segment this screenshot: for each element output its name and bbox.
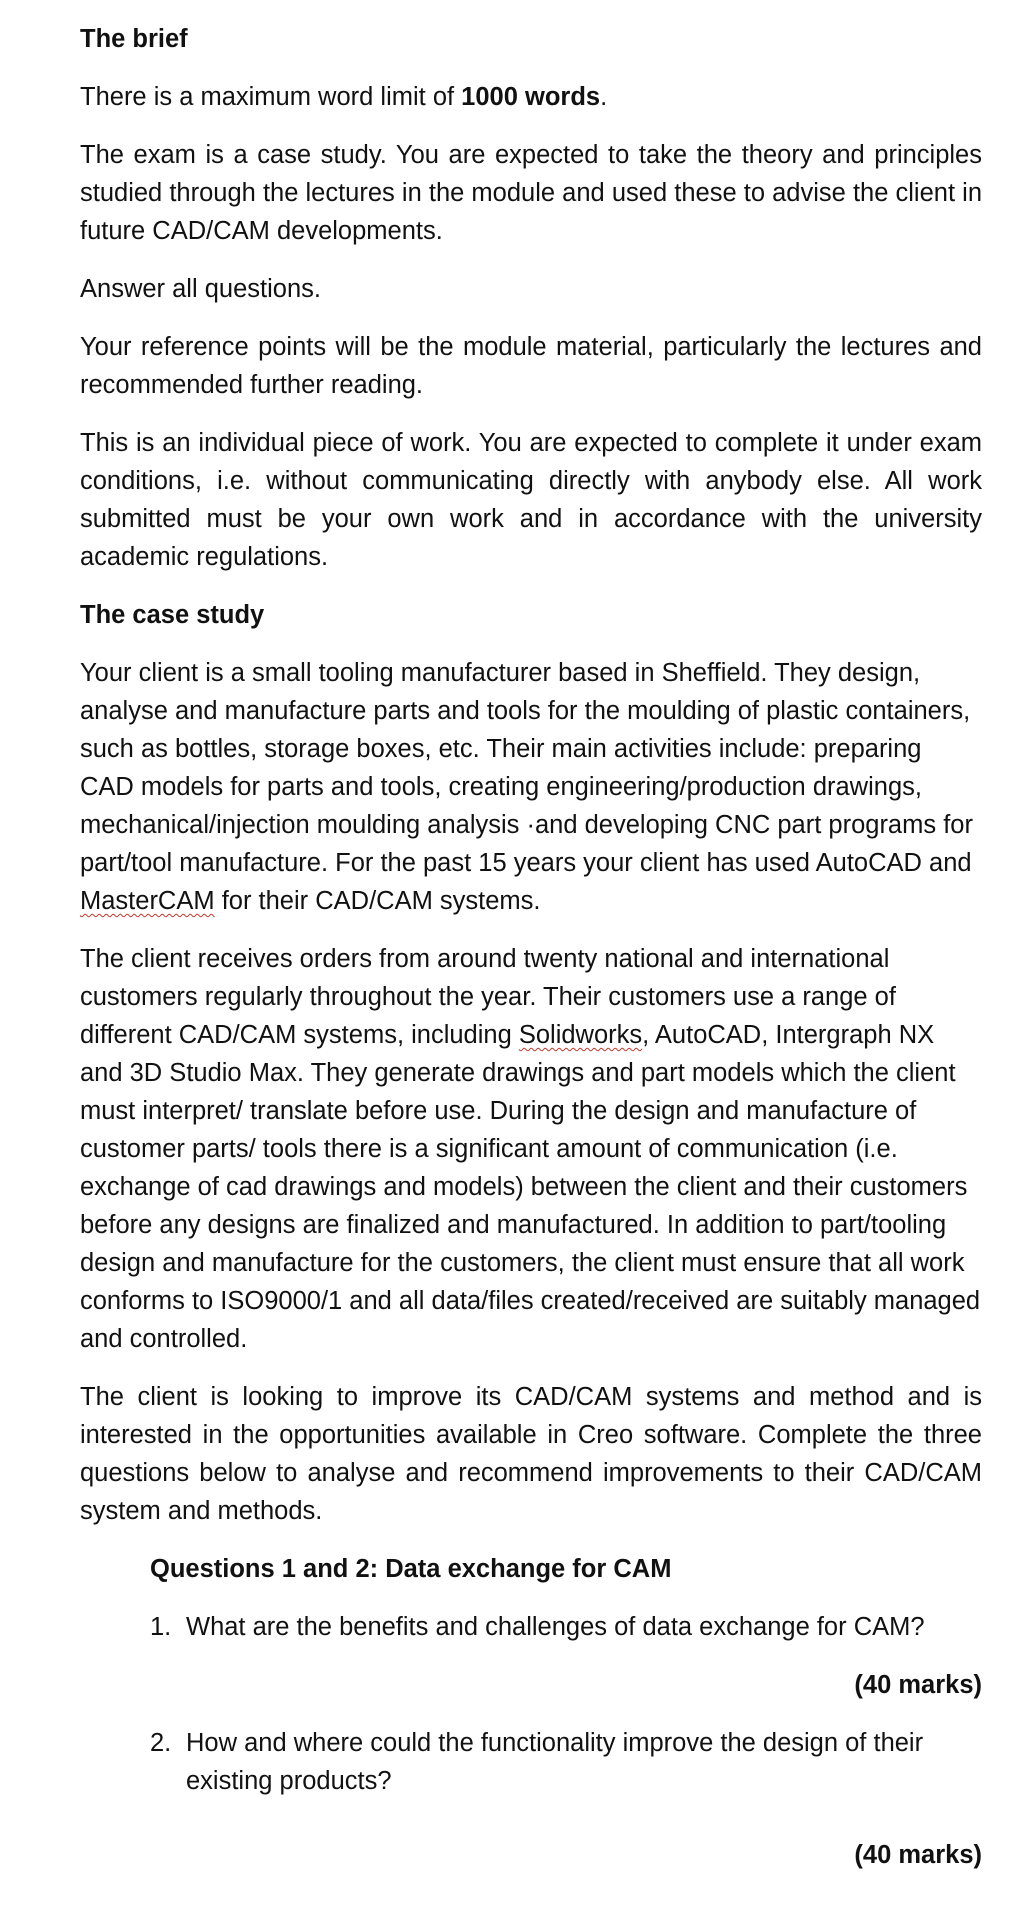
reference-paragraph: Your reference points will be the module material, particularly the lectures and recommended further reading. (80, 333, 982, 399)
case-study-p2-text-b: , AutoCAD, Intergraph NX and 3D Studio Max. They generate drawings and part models which the client must interpret/ translate before use. During the design and manufacture of customer parts/ tools there is a significant amount of communication (i.e. exchange of cad drawings and models) between the client and their customers before any designs are finalized and manufactured. In addition to part/tooling design and manufacture for the customers, the client must ensure that all work conforms to ISO9000/1 and all data/files created/received are suitably managed and controlled. (80, 1021, 981, 1353)
exam-paragraph: The exam is a case study. You are expected to take the theory and principles studied through the lectures in the module and used these to advise the client in future CAD/CAM developments. (80, 141, 982, 245)
question-2 (150, 1724, 982, 1800)
question-2-text: How and where could the functionality improve the design of their existing products? (186, 1729, 924, 1795)
question-1 (150, 1608, 982, 1646)
case-study-p2-text-a: The client receives orders from around twenty national and international customers regularly throughout the year. Their customers use a range of different CAD/CAM systems, including (80, 945, 896, 1049)
case-study-paragraph-2 (80, 940, 982, 1358)
spellcheck-word-solidworks: Solidworks (518, 1021, 643, 1049)
question-2-number: 2. (150, 1729, 172, 1757)
word-limit-suffix: . (600, 83, 608, 111)
word-limit-value: 1000 words (461, 83, 601, 111)
answer-paragraph: Answer all questions. (80, 275, 321, 303)
questions-heading: Questions 1 and 2: Data exchange for CAM (150, 1555, 672, 1583)
case-study-p1-text-a: Your client is a small tooling manufacturer based in Sheffield. They design, analyse and manufacture parts and tools for the moulding of plastic containers, such as bottles, storage boxes, etc. Their main activities include: preparing CAD models for parts and tools, creating engineering/production drawings, mechanical/injection moulding analysis ·and developing CNC part programs for part/tool manufacture. For the past 15 years your client has used AutoCAD and (80, 659, 973, 877)
case-study-heading: The case study (80, 601, 265, 629)
question-1-marks: (40 marks) (854, 1671, 982, 1699)
word-limit-paragraph (80, 78, 982, 116)
individual-work-paragraph: This is an individual piece of work. You are expected to complete it under exam conditions, i.e. without communicating directly with anybody else. All work submitted must be your own work and in accordance with the university academic regulations. (80, 429, 982, 571)
document-page (80, 20, 982, 1874)
case-study-p1-text-b: for their CAD/CAM systems. (214, 887, 541, 915)
question-1-number: 1. (150, 1613, 172, 1641)
question-2-marks: (40 marks) (854, 1841, 982, 1869)
question-1-text: What are the benefits and challenges of data exchange for CAM? (186, 1613, 925, 1641)
brief-heading: The brief (80, 25, 188, 53)
questions-section (150, 1550, 982, 1874)
word-limit-prefix: There is a maximum word limit of (80, 83, 462, 111)
spellcheck-word-mastercam: MasterCAM (80, 887, 215, 915)
case-study-paragraph-3: The client is looking to improve its CAD/CAM systems and method and is interested in the opportunities available in Creo software. Complete the three questions below to analyse and recommend improvements to their CAD/CAM system and methods. (80, 1383, 982, 1525)
case-study-paragraph-1 (80, 654, 982, 920)
